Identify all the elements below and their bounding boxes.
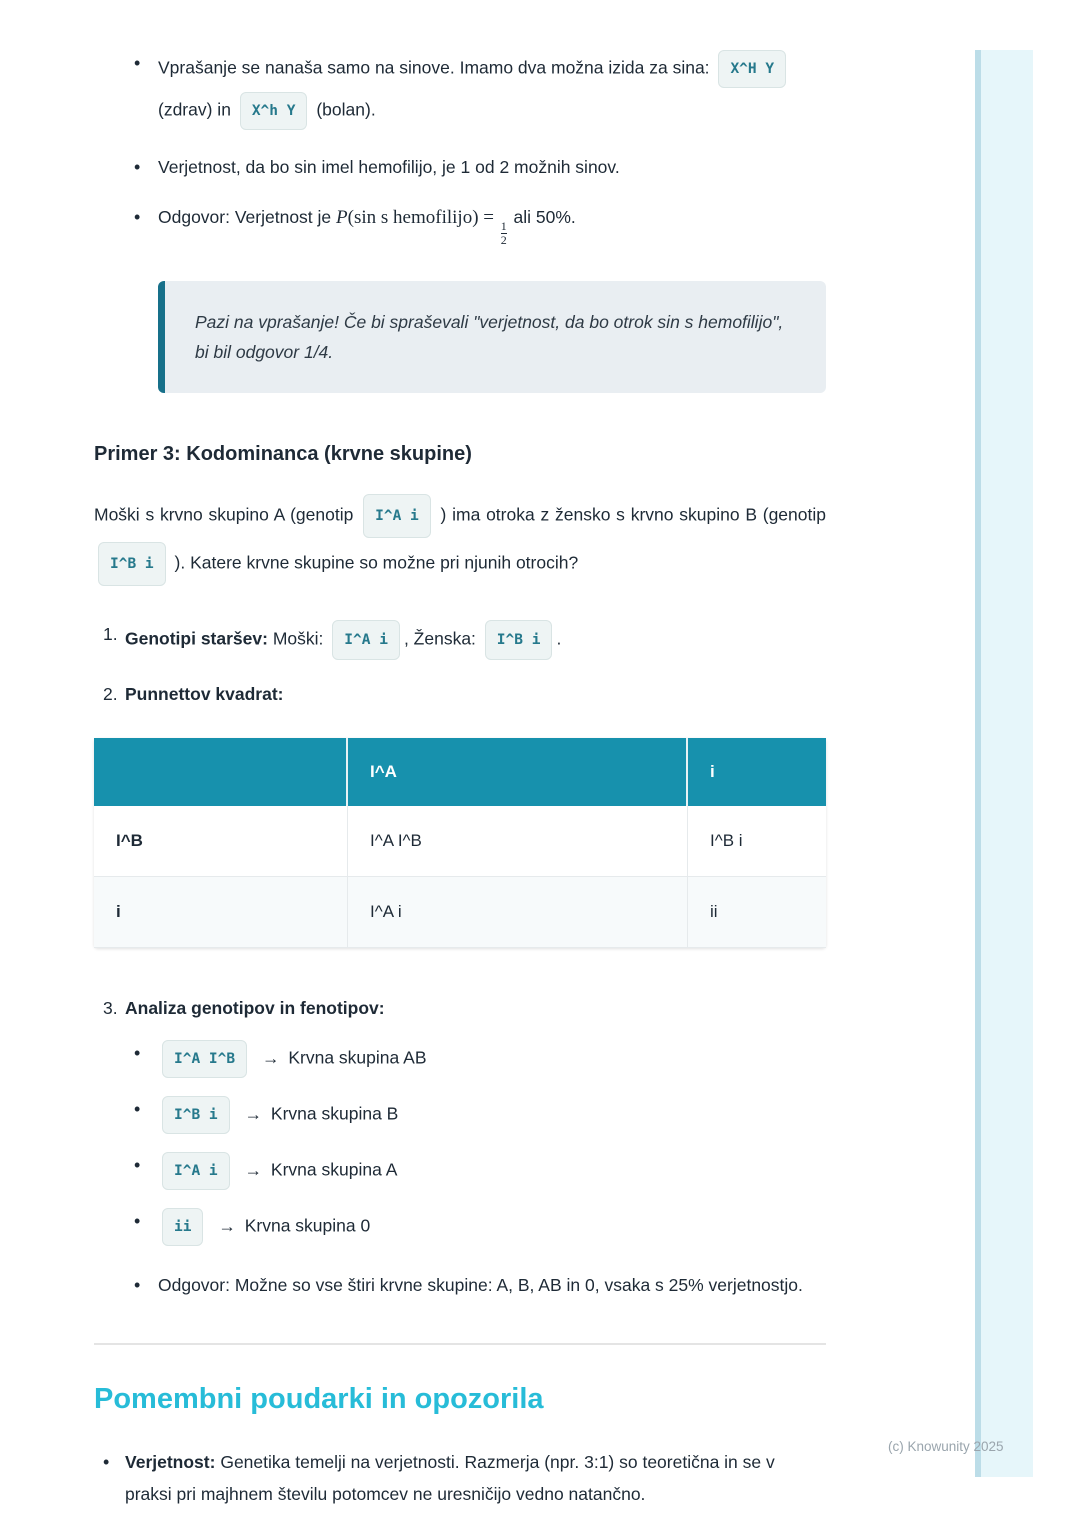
header-cell-empty xyxy=(94,738,348,806)
table-cell: I^B i xyxy=(688,806,826,877)
arrow-icon: → xyxy=(244,1104,263,1124)
row-label-cell: I^B xyxy=(94,806,348,877)
genotype-chip: I^A i xyxy=(363,494,431,538)
document-content xyxy=(94,0,826,1528)
next-page-edge-panel xyxy=(975,50,1033,1477)
arrow-icon: → xyxy=(261,1048,280,1068)
paragraph-text: ). Katere krvne skupine so možne pri njunih otrocih? xyxy=(174,553,579,573)
genotype-chip: I^B i xyxy=(98,542,166,586)
fraction-denominator: 2 xyxy=(500,233,507,248)
step-number: 2. xyxy=(103,684,118,705)
step-parent-genotypes xyxy=(94,618,826,662)
header-cell-allele-a: I^A xyxy=(348,738,688,806)
highlight-label: Verjetnost: xyxy=(125,1452,216,1473)
table-cell: I^A i xyxy=(348,877,688,948)
bullet-text: Odgovor: Verjetnost je xyxy=(158,207,332,227)
math-equals: = xyxy=(483,207,494,228)
row-label-cell: i xyxy=(94,877,348,948)
math-expression xyxy=(336,207,513,248)
example3-title: Primer 3: Kodominanca (krvne skupine) xyxy=(94,443,472,466)
step-label: Genotipi staršev: xyxy=(125,629,268,649)
bullet-text: (zdrav) in xyxy=(158,99,231,120)
step-punnett-square xyxy=(94,678,826,710)
step-text: , Ženska: xyxy=(403,629,476,649)
highlights-title: Pomembni poudarki in opozorila xyxy=(94,1383,544,1416)
punnett-table xyxy=(94,738,826,948)
step-number: 1. xyxy=(103,624,118,645)
bullet-text: (bolan). xyxy=(316,99,376,120)
genotype-chip: I^A i xyxy=(162,1152,230,1190)
step-number: 3. xyxy=(103,998,118,1019)
genotype-chip: I^A I^B xyxy=(162,1040,247,1078)
highlight-text: Genetika temelji na verjetnosti. Razmerja (npr. 3:1) so teoretična in se v praksi pri majhnem številu potomcev ne uresničijo vedno natančno. xyxy=(125,1452,775,1505)
analysis-item xyxy=(94,1150,826,1192)
math-variable-p: P xyxy=(336,207,348,228)
table-row xyxy=(94,877,826,948)
intro-bullet-list xyxy=(94,0,826,247)
step-text: . xyxy=(556,629,562,649)
analysis-item xyxy=(94,1206,826,1248)
step-label: Punnettov kvadrat: xyxy=(125,684,284,705)
analysis-text: Krvna skupina B xyxy=(270,1104,399,1124)
analysis-text: Krvna skupina AB xyxy=(288,1048,427,1068)
analysis-answer xyxy=(94,1270,826,1301)
step-analysis xyxy=(94,992,826,1024)
paragraph-text: Moški s krvno skupino A (genotip xyxy=(94,505,354,525)
analysis-item xyxy=(94,1094,826,1136)
bullet-text: Verjetnost, da bo sin imel hemofilijo, je 1 od 2 možnih sinov. xyxy=(158,157,620,177)
genotype-chip: X^h Y xyxy=(240,92,308,130)
callout-text: Pazi na vprašanje! Če bi spraševali "verjetnost, da bo otrok sin s hemofilijo", bi bil odgovor 1/4. xyxy=(195,312,784,363)
table-cell: I^A I^B xyxy=(348,806,688,877)
paragraph-text: ) ima otroka z žensko s krvno skupino B (genotip xyxy=(440,505,826,525)
intro-bullet-probability xyxy=(94,152,826,182)
copyright-footer: (c) Knowunity 2025 xyxy=(888,1439,1004,1454)
warning-callout xyxy=(158,281,826,393)
genotype-chip: I^B i xyxy=(485,620,553,660)
math-body: (sin s hemofilijo) xyxy=(347,207,479,228)
step-text: Moški: xyxy=(272,629,324,649)
intro-bullet-sons xyxy=(94,48,826,132)
section-divider xyxy=(94,1343,826,1345)
genotype-chip: I^A i xyxy=(332,620,400,660)
analysis-text: Krvna skupina 0 xyxy=(244,1216,371,1236)
genotype-chip: X^H Y xyxy=(718,50,786,88)
table-header-row xyxy=(94,738,826,806)
analysis-text: Krvna skupina A xyxy=(270,1160,398,1180)
analysis-bullet-list xyxy=(94,1038,826,1301)
example3-paragraph xyxy=(94,492,826,588)
arrow-icon: → xyxy=(244,1160,263,1180)
genotype-chip: I^B i xyxy=(162,1096,230,1134)
punnett-table-container xyxy=(94,738,826,948)
answer-text: Odgovor: Možne so vse štiri krvne skupine: A, B, AB in 0, vsaka s 25% verjetnostjo. xyxy=(158,1275,803,1296)
step-label: Analiza genotipov in fenotipov: xyxy=(125,998,385,1019)
highlight-item xyxy=(94,1446,826,1510)
table-row xyxy=(94,806,826,877)
bullet-text: ali 50%. xyxy=(513,207,576,227)
arrow-icon: → xyxy=(218,1216,236,1236)
fraction-one-half xyxy=(501,220,507,247)
genotype-chip: ii xyxy=(162,1208,203,1246)
intro-bullet-answer xyxy=(94,202,826,247)
table-cell: ii xyxy=(688,877,826,948)
fraction-numerator: 1 xyxy=(500,219,507,233)
analysis-item xyxy=(94,1038,826,1080)
highlights-bullet-list xyxy=(94,1446,826,1510)
header-cell-allele-i: i xyxy=(688,738,826,806)
solution-steps xyxy=(94,618,826,710)
bullet-text: Vprašanje se nanaša samo na sinove. Imamo dva možna izida za sina: xyxy=(158,57,710,78)
